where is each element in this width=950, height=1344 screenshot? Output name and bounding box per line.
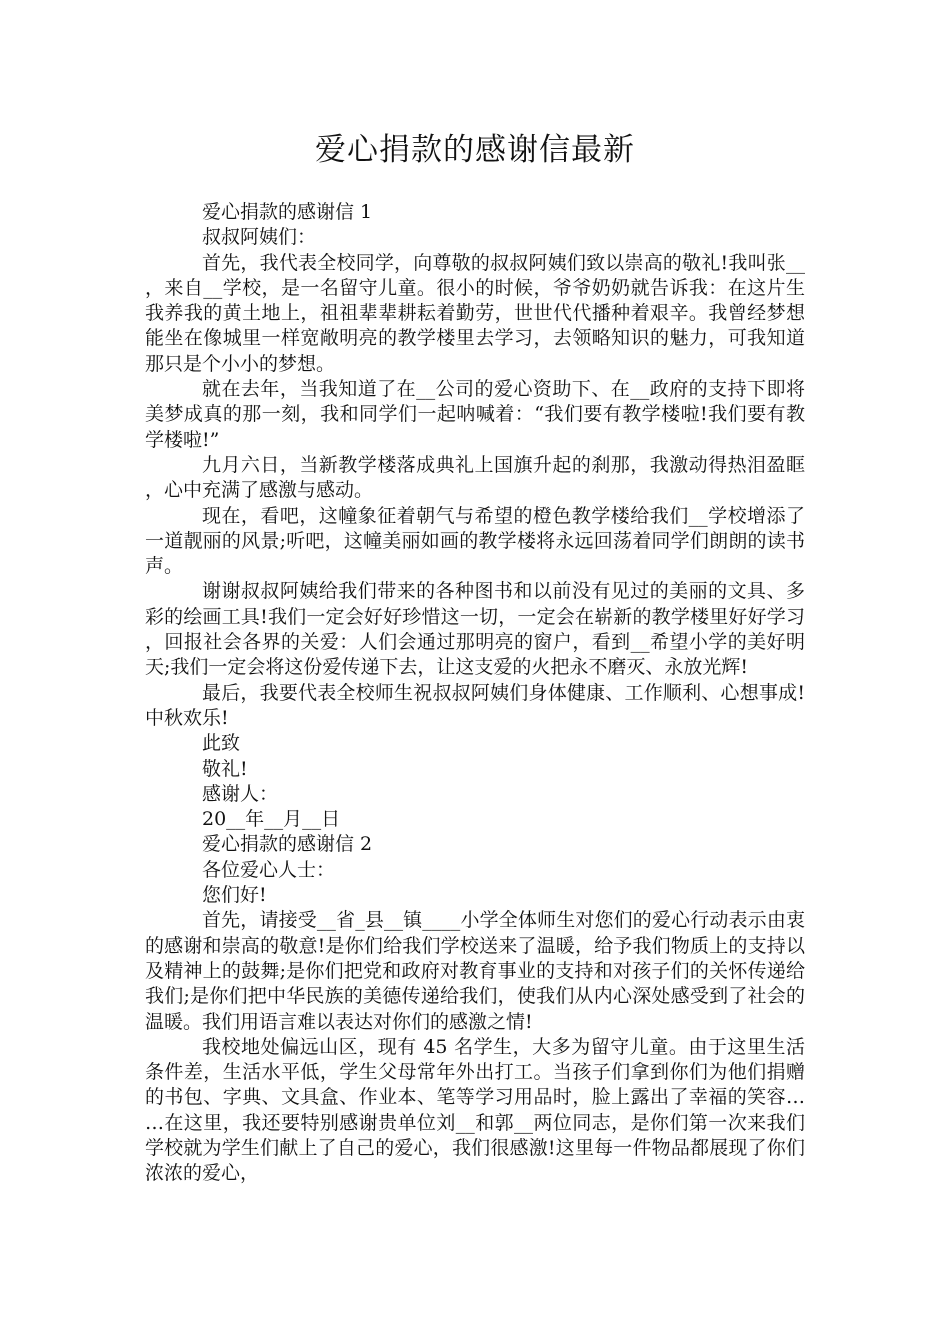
body-paragraph: 最后，我要代表全校师生祝叔叔阿姨们身体健康、工作顺利、心想事成!中秋欢乐! (145, 681, 805, 729)
body-paragraph: 谢谢叔叔阿姨给我们带来的各种图书和以前没有见过的美丽的文具、多彩的绘画工具!我们一定会好好珍惜这一切，一定会在崭新的教学楼里好好学习，回报社会各界的关爱：人们会通过那明亮的窗户，看到__希望小学的美好明天;我们一定会将这份爱传递下去，让这支爱的火把永不磨灭、永放光辉! (145, 580, 805, 679)
body-paragraph: 九月六日，当新教学楼落成典礼上国旗升起的刹那，我激动得热泪盈眶，心中充满了感激与感动。 (145, 453, 805, 502)
body-paragraph: 首先，请接受__省_县__镇____小学全体师生对您们的爱心行动表示由衷的感谢和崇高的敬意!是你们给我们学校送来了温暖，给予我们物质上的支持以及精神上的鼓舞;是你们把党和政府对教育事业的支持和对孩子们的关怀传递给我们;是你们把中华民族的美德传递给我们，使我们从内心深处感受到了社会的温暖。我们用语言难以表达对你们的感激之情! (145, 909, 805, 1033)
body-line: 此致 (202, 732, 241, 755)
body-paragraph: 首先，我代表全校同学，向尊敬的叔叔阿姨们致以崇高的敬礼!我叫张__，来自__学校，是一名留守儿童。很小的时候，爷爷奶奶就告诉我：在这片生我养我的黄土地上，祖祖辈辈耕耘着勤劳，世世代代播种着艰辛。我曾经梦想能坐在像城里一样宽敞明亮的教学楼里去学习，去领略知识的魅力，可我知道那只是个小小的梦想。 (145, 251, 805, 375)
document-title: 爱心捐款的感谢信最新 (315, 132, 635, 168)
body-line: 20__年__月__日 (202, 808, 341, 831)
body-line: 敬礼! (202, 757, 248, 780)
body-paragraph: 就在去年，当我知道了在__公司的爱心资助下、在__政府的支持下即将美梦成真的那一刻，我和同学们一起呐喊着：“我们要有教学楼啦!我们要有教学楼啦!” (145, 378, 805, 451)
body-line: 爱心捐款的感谢信 1 (202, 201, 373, 223)
body-paragraph: 我校地处偏远山区，现有 45 名学生，大多为留守儿童。由于这里生活条件差，生活水平低，学生父母常年外出打工。当孩子们拿到你们为他们捐赠的书包、字典、文具盒、作业本、笔等学习用品时，脸上露出了幸福的笑容……在这里，我还要特别感谢贵单位刘__和郭__两位同志，是你们第一次来我们学校就为学生们献上了自己的爱心，我们很感激!这里每一件物品都展现了你们浓浓的爱心， (145, 1035, 805, 1185)
body-paragraph: 现在，看吧，这幢象征着朝气与希望的橙色教学楼给我们__学校增添了一道靓丽的风景;听吧，这幢美丽如画的教学楼将永远回荡着同学们朗朗的读书声。 (145, 504, 805, 578)
body-line: 叔叔阿姨们： (202, 226, 317, 249)
body-line: 您们好! (202, 884, 267, 907)
body-line: 感谢人： (202, 782, 279, 805)
body-line: 各位爱心人士： (202, 858, 336, 881)
body-line: 爱心捐款的感谢信 2 (202, 833, 373, 856)
document-body (145, 200, 805, 1187)
